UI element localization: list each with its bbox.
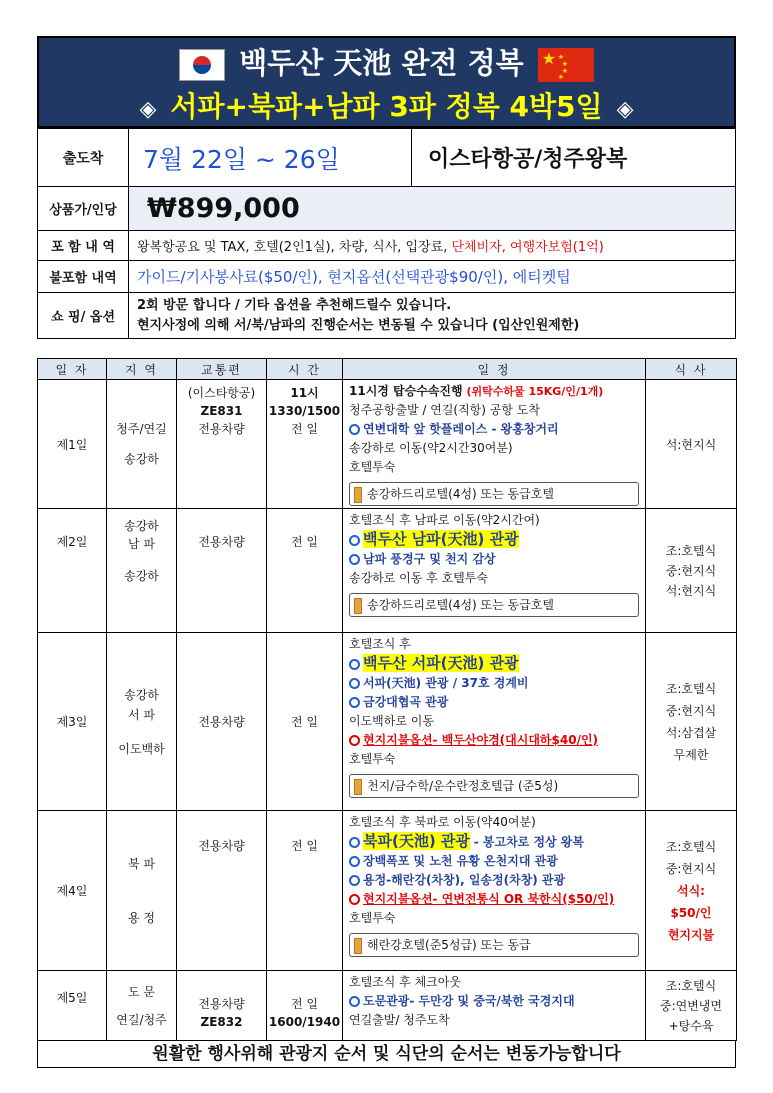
region-line: 이도백하 — [118, 741, 165, 756]
schedule-line — [349, 992, 639, 1011]
schedule-line: 청주공항출발 / 연길(직항) 공항 도착 — [349, 403, 540, 417]
table-row — [38, 971, 737, 1041]
location-pin-icon — [349, 735, 360, 746]
schedule-text: 11시경 탑승수속진행 — [349, 384, 463, 398]
footer-notice: 원활한 행사위해 관광지 순서 및 식단의 순서는 변동가능합니다 — [37, 1040, 736, 1068]
hotel-name: 해란강호텔(준5성급) 또는 동급 — [367, 938, 531, 952]
hotel-icon — [354, 938, 362, 954]
transport — [177, 971, 267, 1041]
schedule-line — [349, 530, 639, 550]
time: 전 일 — [267, 509, 343, 633]
location-pin-icon — [349, 535, 360, 546]
highlight-text: 북파(天池) 관광 — [363, 832, 470, 850]
itinerary-table — [37, 358, 737, 1041]
meal-line: 조:호텔식 — [665, 839, 717, 854]
region-line: 용 정 — [128, 910, 155, 925]
day-label: 제2일 — [38, 509, 107, 633]
location-pin-icon — [349, 996, 360, 1007]
highlight-text: 백두산 남파(天池) 관광 — [363, 530, 519, 548]
hotel-box — [349, 933, 639, 957]
day-label: 제1일 — [38, 380, 107, 509]
region-line: 송강하 — [124, 452, 159, 466]
schedule — [343, 509, 646, 633]
subtitle-line — [39, 86, 734, 128]
schedule-text: 용정-해란강(차창), 일송정(차창) 관광 — [363, 873, 566, 887]
schedule-line: 연길출발/ 청주도착 — [349, 1013, 450, 1027]
info-table — [37, 128, 736, 339]
transport: 전용차량 — [177, 509, 267, 633]
transport-line: ZE831 — [200, 404, 243, 418]
time-line: 1600/1940 — [268, 1014, 341, 1029]
table-row — [38, 380, 737, 509]
col-header-meal: 식 사 — [646, 359, 737, 380]
schedule — [343, 811, 646, 971]
meal-line: $50/인 — [670, 905, 712, 920]
schedule-line — [349, 852, 639, 871]
airline: 이스타항공/청주왕복 — [412, 129, 736, 187]
meal-line: 조:호텔식 — [665, 978, 717, 993]
hotel-icon — [354, 598, 362, 614]
diamond-icon: ◈ — [616, 97, 634, 122]
included-main: 왕복항공요 및 TAX, 호텔(2인1실), 차량, 식사, 입장료, — [137, 240, 448, 255]
region — [107, 633, 177, 811]
option-text: 현지지불옵션- 백두산야경(대시대하$40/인) — [363, 733, 599, 747]
meal — [646, 811, 737, 971]
location-pin-icon — [349, 678, 360, 689]
time-line: 전 일 — [291, 422, 318, 436]
location-pin-icon — [349, 856, 360, 867]
hotel-box — [349, 482, 639, 506]
transport — [177, 380, 267, 509]
meal-line: 중:현지식 — [665, 703, 717, 718]
schedule-line: 호텔조식 후 북파로 이동(약40여분) — [349, 815, 536, 829]
transport-line: (이스타항공) — [187, 386, 256, 400]
page-title: 백두산 天池 완전 정복 — [239, 46, 524, 80]
korea-flag-icon — [179, 49, 225, 81]
time-line: 11시 — [290, 386, 319, 400]
hotel-name: 송강하드리로텔(4성) 또는 동급호텔 — [367, 598, 554, 612]
schedule-line — [349, 731, 639, 750]
meal — [646, 971, 737, 1041]
page-subtitle: 서파+북파+남파 3파 정복 4박5일 — [170, 90, 603, 123]
region-line: 서 파 — [128, 707, 155, 722]
schedule-text: 도문관광- 두만강 및 중국/북한 국경지대 — [363, 994, 575, 1008]
location-pin-icon — [349, 875, 360, 886]
region-line: 청주/연길 — [116, 422, 167, 436]
time-line: 1330/1500 — [268, 404, 341, 418]
price: ₩899,000 — [129, 187, 736, 231]
schedule — [343, 380, 646, 509]
region-line: 송강하 — [124, 687, 159, 702]
excluded-label: 불포함 내역 — [38, 261, 129, 293]
day-label: 제3일 — [38, 633, 107, 811]
region — [107, 509, 177, 633]
col-header-schedule: 일 정 — [343, 359, 646, 380]
region-line: 송강하 — [124, 569, 159, 583]
schedule-text: 금강대협곡 관광 — [363, 695, 449, 709]
schedule-line — [349, 550, 639, 569]
location-pin-icon — [349, 659, 360, 670]
schedule — [343, 633, 646, 811]
schedule-text: 연변대학 앞 핫플레이스 - 왕홍창거리 — [363, 422, 559, 436]
schedule-line: 호텔조식 후 — [349, 637, 411, 651]
meal-line: 조:호텔식 — [665, 543, 717, 558]
schedule-line: 호텔투숙 — [349, 752, 396, 766]
included-label: 포 함 내 역 — [38, 231, 129, 261]
hotel-name: 천지/금수학/운수란정호텔급 (준5성) — [367, 779, 559, 793]
time: 전 일 — [267, 811, 343, 971]
included-text — [129, 231, 736, 261]
region — [107, 971, 177, 1041]
price-label: 상품가/인당 — [38, 187, 129, 231]
meal-line: 중:연변냉면 — [659, 998, 722, 1013]
hotel-box — [349, 774, 639, 798]
meal-line: 현지지불 — [667, 927, 715, 942]
day-label: 제4일 — [38, 811, 107, 971]
col-header-region: 지 역 — [107, 359, 177, 380]
meal-line: 조:호텔식 — [665, 681, 717, 696]
schedule-text: 남파 풍경구 및 천지 감상 — [363, 552, 496, 566]
day-label: 제5일 — [38, 971, 107, 1041]
schedule-line — [349, 871, 639, 890]
schedule-line: 호텔투숙 — [349, 911, 396, 925]
meal-line: +탕수육 — [668, 1018, 714, 1033]
time: 전 일 — [267, 633, 343, 811]
transport-line: 전용차량 — [198, 996, 245, 1011]
region — [107, 811, 177, 971]
shopping-label: 쇼 핑/ 옵션 — [38, 293, 129, 339]
transport-line: ZE832 — [200, 1014, 243, 1029]
schedule-line — [349, 674, 639, 693]
schedule-line: 송강하로 이동(약2시간30여분) — [349, 441, 513, 455]
table-row — [38, 811, 737, 971]
schedule-line: 호텔투숙 — [349, 460, 396, 474]
transport: 전용차량 — [177, 811, 267, 971]
table-row — [38, 633, 737, 811]
hotel-name: 송강하드리로텔(4성) 또는 동급호텔 — [367, 487, 554, 501]
region-line: 북 파 — [128, 856, 155, 871]
region — [107, 380, 177, 509]
excluded-text: 가이드/기사봉사료($50/인), 현지옵션(선택관광$90/인), 에티켓팁 — [129, 261, 736, 293]
meal: 석:현지식 — [646, 380, 737, 509]
time — [267, 380, 343, 509]
baggage-note: (위탁수하물 15KG/인/1개) — [466, 385, 604, 398]
table-row — [38, 509, 737, 633]
schedule-line — [349, 890, 639, 909]
region-line: 도 문 — [128, 984, 155, 999]
col-header-time: 시 간 — [267, 359, 343, 380]
location-pin-icon — [349, 697, 360, 708]
col-header-transport: 교통편 — [177, 359, 267, 380]
depart-label: 출도착 — [38, 129, 129, 187]
region-line: 송강하 — [124, 519, 159, 533]
meal-line: 석:삼겹살 — [665, 725, 717, 740]
schedule-line — [349, 420, 639, 439]
schedule-line — [349, 693, 639, 712]
title-banner — [37, 36, 736, 128]
shopping-line-2: 현지사정에 의해 서/북/남파의 진행순서는 변동될 수 있습니다 (입산인원제한) — [137, 317, 580, 333]
option-text: 현지지불옵션- 연변전통식 OR 북한식($50/인) — [363, 892, 615, 906]
schedule-text: 서파(天池) 관광 / 37호 경계비 — [363, 676, 529, 690]
shopping-text — [129, 293, 736, 339]
schedule-line — [349, 654, 639, 674]
hotel-icon — [354, 779, 362, 795]
region-line: 연길/청주 — [116, 1012, 167, 1027]
time — [267, 971, 343, 1041]
hotel-icon — [354, 487, 362, 503]
meal-line: 무제한 — [673, 747, 709, 762]
schedule-line: 호텔조식 후 체크아웃 — [349, 975, 461, 989]
schedule-text: 장백폭포 및 노천 유황 온천지대 관광 — [363, 854, 558, 868]
meal — [646, 633, 737, 811]
schedule — [343, 971, 646, 1041]
schedule-line: 이도백하로 이동 — [349, 714, 434, 728]
schedule-line: 호텔조식 후 남파로 이동(약2시간여) — [349, 513, 540, 527]
shopping-line-1: 2회 방문 합니다 / 기타 옵션을 추천해드릴수 있습니다. — [137, 297, 452, 313]
meal-line: 석식: — [677, 883, 705, 898]
transport-line: 전용차량 — [198, 422, 245, 436]
diamond-icon: ◈ — [139, 97, 157, 122]
time-line: 전 일 — [291, 996, 318, 1011]
transport: 전용차량 — [177, 633, 267, 811]
schedule-line: 송강하로 이동 후 호텔투숙 — [349, 571, 488, 585]
highlight-text: 백두산 서파(天池) 관광 — [363, 654, 519, 672]
title-line — [39, 42, 734, 84]
meal-line: 중:현지식 — [665, 861, 717, 876]
travel-dates: 7월 22일 ~ 26일 — [129, 129, 412, 187]
china-flag-icon: ★ ★ ★ ★ ★ — [538, 48, 594, 82]
meal-line: 중:현지식 — [665, 563, 717, 578]
meal-line: 석:현지식 — [665, 583, 717, 598]
location-pin-icon — [349, 424, 360, 435]
meal — [646, 509, 737, 633]
region-line: 남 파 — [128, 537, 155, 551]
hotel-box — [349, 593, 639, 617]
location-pin-icon — [349, 894, 360, 905]
schedule-line — [349, 832, 639, 852]
location-pin-icon — [349, 554, 360, 565]
schedule-text: - 봉고차로 정상 왕복 — [473, 835, 584, 849]
schedule-line — [349, 382, 639, 401]
location-pin-icon — [349, 837, 360, 848]
included-red: 단체비자, 여행자보험(1억) — [451, 240, 604, 255]
col-header-day: 일 자 — [38, 359, 107, 380]
